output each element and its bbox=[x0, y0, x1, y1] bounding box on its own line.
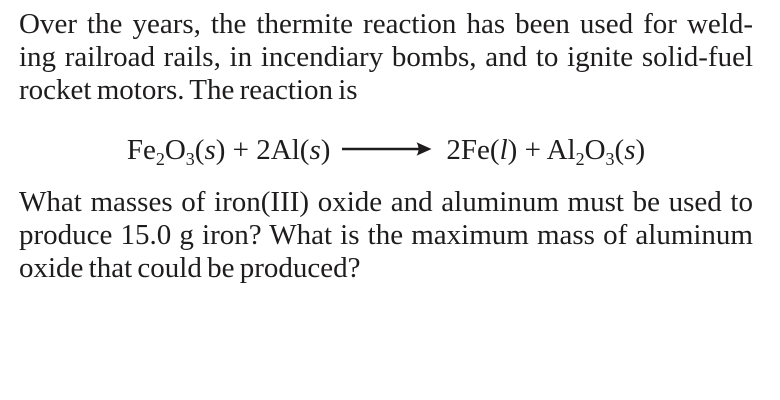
equation-subscript: 2 bbox=[155, 149, 165, 169]
equation-paren: ) bbox=[635, 134, 646, 166]
equation-subscript: 3 bbox=[185, 149, 195, 169]
equation-paren: ( bbox=[614, 134, 625, 166]
question-paragraph bbox=[19, 186, 753, 285]
equation-paren: ( bbox=[299, 134, 310, 166]
equation-term: + 2Al bbox=[225, 134, 300, 166]
equation-subscript: 2 bbox=[575, 149, 585, 169]
reaction-arrow-icon bbox=[341, 134, 432, 166]
chemical-equation bbox=[19, 134, 753, 170]
paragraph-line: Over the years, the thermite reaction has been used for weld- bbox=[19, 8, 753, 40]
equation-paren: ) bbox=[215, 134, 226, 166]
equation-paren: ( bbox=[489, 134, 500, 166]
equation-state-symbol: l bbox=[499, 134, 508, 166]
equation-term: Fe bbox=[126, 134, 156, 166]
equation-state-symbol: s bbox=[204, 134, 216, 166]
paragraph-line: ing railroad rails, in incendiary bombs, and to ignite solid-fuel bbox=[19, 41, 753, 73]
intro-paragraph bbox=[19, 8, 753, 107]
equation-paren: ) bbox=[320, 134, 331, 166]
equation-term: O bbox=[584, 134, 606, 166]
equation-state-symbol: s bbox=[624, 134, 636, 166]
equation-state-symbol: s bbox=[309, 134, 321, 166]
paragraph-line: What masses of iron(III) oxide and aluminum must be used to bbox=[19, 186, 753, 218]
equation-term: O bbox=[164, 134, 186, 166]
equation-paren: ( bbox=[194, 134, 205, 166]
equation-subscript: 3 bbox=[605, 149, 615, 169]
equation-paren: ) bbox=[507, 134, 518, 166]
equation-term: 2Fe bbox=[446, 134, 490, 166]
paragraph-line: produce 15.0 g iron? What is the maximum mass of aluminum bbox=[19, 219, 753, 251]
paragraph-line: rocket motors. The reaction is bbox=[19, 74, 358, 106]
equation-term: + Al bbox=[517, 134, 576, 166]
paragraph-line: oxide that could be produced? bbox=[19, 252, 361, 284]
